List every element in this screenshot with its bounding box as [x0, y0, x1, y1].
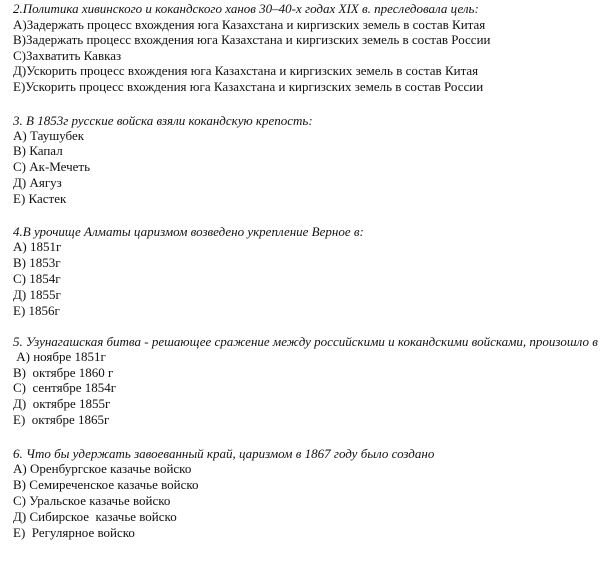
answer-option: C)Захватить Кавказ — [13, 47, 122, 63]
answer-option: В) Семиреченское казачье войско — [13, 477, 199, 493]
answer-option: Д) 1855г — [13, 286, 61, 302]
answer-option: С) Ак-Мечеть — [13, 159, 91, 175]
answer-option: Е) октябре 1865г — [13, 412, 110, 428]
answer-option: А) Таушубек — [13, 127, 85, 143]
question-text: 5. Узунагашская битва - решающее сражение между российскими и кокандскими войсками, произошло в — [13, 333, 598, 349]
question-block — [13, 1, 611, 95]
question-block — [13, 446, 611, 541]
question-text: 3. В 1853г русские войска взяли кокандскую крепость: — [13, 112, 313, 128]
answer-option: С) 1854г — [13, 270, 61, 286]
question-block — [13, 113, 611, 208]
answer-option: Д)Ускорить процесс вхождения юга Казахстана и киргизских земель в состав Китая — [13, 63, 479, 79]
answer-option: А) Оренбургское казачье войско — [13, 461, 192, 477]
quiz-document — [13, 1, 611, 557]
answer-option: B)Задержать процесс вхождения юга Казахстана и киргизских земель в состав России — [13, 32, 491, 48]
answer-option: A)Задержать процесс вхождения юга Казахстана и киргизских земель в состав Китая — [13, 16, 486, 32]
answer-option: Д) Сибирское казачье войско — [13, 508, 177, 524]
answer-option: С) сентябре 1854г — [13, 380, 117, 396]
answer-option: В) октябре 1860 г — [13, 364, 114, 380]
answer-option: Е) Кастек — [13, 191, 67, 207]
question-text: 6. Что бы удержать завоеванный край, царизмом в 1867 году было создано — [13, 446, 435, 462]
answer-option: Е) 1856г — [13, 302, 60, 318]
answer-option: А) 1851г — [13, 239, 62, 255]
answer-option: Е) Регулярное войско — [13, 524, 135, 540]
answer-option: В) 1853г — [13, 255, 61, 270]
answer-option: E)Ускорить процесс вхождения юга Казахстана и киргизских земель в состав России — [13, 78, 484, 94]
answer-option: Д) октябре 1855г — [13, 396, 111, 412]
question-block — [13, 224, 611, 319]
answer-option: С) Уральское казачье войско — [13, 492, 171, 508]
question-block — [13, 335, 611, 429]
question-text: 2.Политика хивинского и кокандского ханов 30–40-х годах XIX в. преследовала цель: — [13, 1, 479, 16]
answer-option: В) Капал — [13, 143, 63, 159]
answer-option: Д) Аягуз — [13, 175, 62, 191]
answer-option: А) ноябре 1851г — [13, 348, 106, 364]
question-text: 4.В урочище Алматы царизмом возведено укрепление Верное в: — [13, 224, 364, 240]
